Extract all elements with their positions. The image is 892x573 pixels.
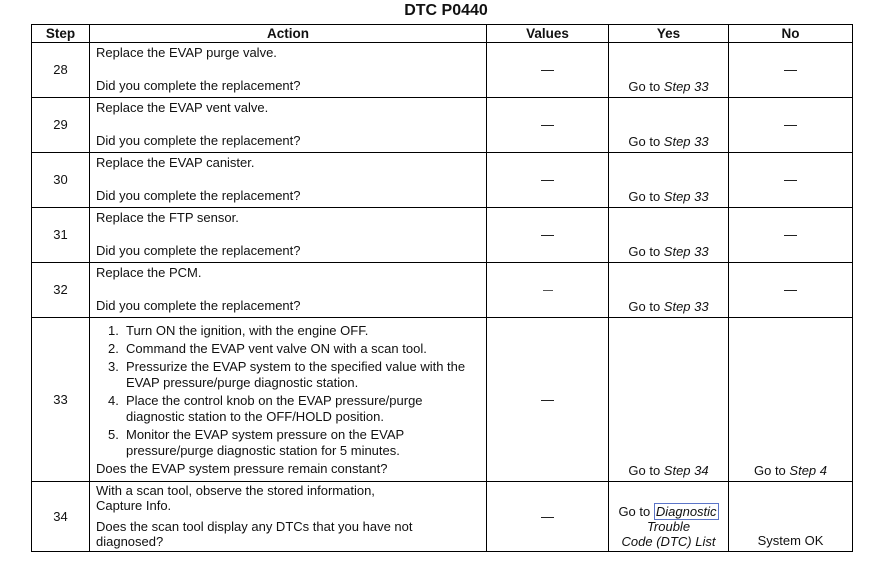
empty-dash [784,290,797,291]
step-number: 30 [32,153,90,208]
no-cell [729,208,853,263]
list-item: 2. Command the EVAP vent valve ON with a scan tool. [108,340,427,356]
empty-dash [541,517,554,518]
step-number: 33 [32,318,90,482]
step-number: 34 [32,482,90,552]
dtc-list-link-line3[interactable]: Code (DTC) List [621,534,716,549]
no-cell [729,318,853,482]
yes-prefix: Go to [618,504,651,519]
list-item: 3. Pressurize the EVAP system to the specified value with the EVAP pressure/purge diagnostic station. [108,358,466,390]
no-prefix: Go to [753,463,786,478]
empty-dash [541,180,554,181]
diagnostic-table [31,24,853,552]
values-cell [487,318,609,482]
values-cell [487,43,609,98]
table-row-step-30 [32,153,853,208]
values-cell [487,482,609,552]
header-values: Values [487,25,609,43]
yes-step-ref[interactable]: Step 34 [663,463,709,478]
action-question: Did you complete the replacement? [96,243,301,258]
yes-cell [609,153,729,208]
step-number: 32 [32,263,90,318]
action-instruction: With a scan tool, observe the stored information, [96,483,375,498]
no-cell [729,43,853,98]
action-instruction-2: Capture Info. [96,498,172,513]
action-instruction: Replace the FTP sensor. [96,210,239,225]
step-number: 28 [32,43,90,98]
values-cell [487,153,609,208]
action-question: Does the EVAP system pressure remain constant? [96,460,388,476]
list-item: 4. Place the control knob on the EVAP pressure/purge diagnostic station to the OFF/HOLD position. [108,392,423,424]
yes-prefix: Go to [628,244,661,259]
header-no: No [729,25,853,43]
no-cell [729,98,853,153]
yes-step-ref[interactable]: Step 33 [663,244,709,259]
action-cell [90,98,487,153]
action-cell [90,153,487,208]
action-cell [90,482,487,552]
action-cell [90,208,487,263]
empty-dash [784,125,797,126]
action-instruction: Replace the EVAP canister. [96,155,255,170]
empty-dash [784,70,797,71]
yes-step-ref[interactable]: Step 33 [663,189,709,204]
table-row-step-34 [32,482,853,552]
dtc-list-link-line2[interactable]: Trouble [646,519,691,534]
yes-prefix: Go to [628,79,661,94]
action-instruction: Replace the EVAP vent valve. [96,100,269,115]
yes-cell [609,318,729,482]
list-item: 5. Monitor the EVAP system pressure on the EVAP pressure/purge diagnostic station for 5 minutes. [108,426,404,458]
action-question: Did you complete the replacement? [96,298,301,313]
yes-cell [609,43,729,98]
header-yes: Yes [609,25,729,43]
table-row-step-31 [32,208,853,263]
procedure-list [96,323,482,459]
step-number: 29 [32,98,90,153]
action-cell [90,318,487,482]
yes-prefix: Go to [628,299,661,314]
action-instruction: Replace the PCM. [96,265,202,280]
action-question: Does the scan tool display any DTCs that you have not diagnosed? [96,519,413,549]
empty-dash [541,70,554,71]
values-cell [487,98,609,153]
values-cell [487,263,609,318]
action-question: Did you complete the replacement? [96,133,301,148]
no-step-ref[interactable]: Step 4 [789,463,827,478]
table-row-step-32 [32,263,853,318]
step-number: 31 [32,208,90,263]
empty-dash [543,290,553,291]
action-cell [90,43,487,98]
yes-cell [609,482,729,552]
table-row-step-28 [32,43,853,98]
list-item: 1. Turn ON the ignition, with the engine OFF. [108,322,369,338]
empty-dash [541,125,554,126]
yes-cell [609,208,729,263]
action-cell [90,263,487,318]
empty-dash [541,235,554,236]
no-cell [729,263,853,318]
action-question: Did you complete the replacement? [96,78,301,93]
header-step: Step [32,25,90,43]
no-cell: System OK [729,482,853,552]
header-row [32,25,853,43]
yes-step-ref[interactable]: Step 33 [663,299,709,314]
yes-step-ref[interactable]: Step 33 [663,79,709,94]
dtc-list-link[interactable]: Diagnostic [655,504,717,519]
yes-cell [609,263,729,318]
action-question: Did you complete the replacement? [96,188,301,203]
yes-prefix: Go to [628,189,661,204]
yes-cell [609,98,729,153]
yes-step-ref[interactable]: Step 33 [663,134,709,149]
values-cell [487,208,609,263]
empty-dash [784,180,797,181]
empty-dash [541,400,554,401]
header-action: Action [90,25,487,43]
table-row-step-29 [32,98,853,153]
no-cell [729,153,853,208]
action-instruction: Replace the EVAP purge valve. [96,45,277,60]
table-row-step-33 [32,318,853,482]
empty-dash [784,235,797,236]
yes-prefix: Go to [628,134,661,149]
page-title: DTC P0440 [404,2,488,19]
yes-prefix: Go to [628,463,661,478]
